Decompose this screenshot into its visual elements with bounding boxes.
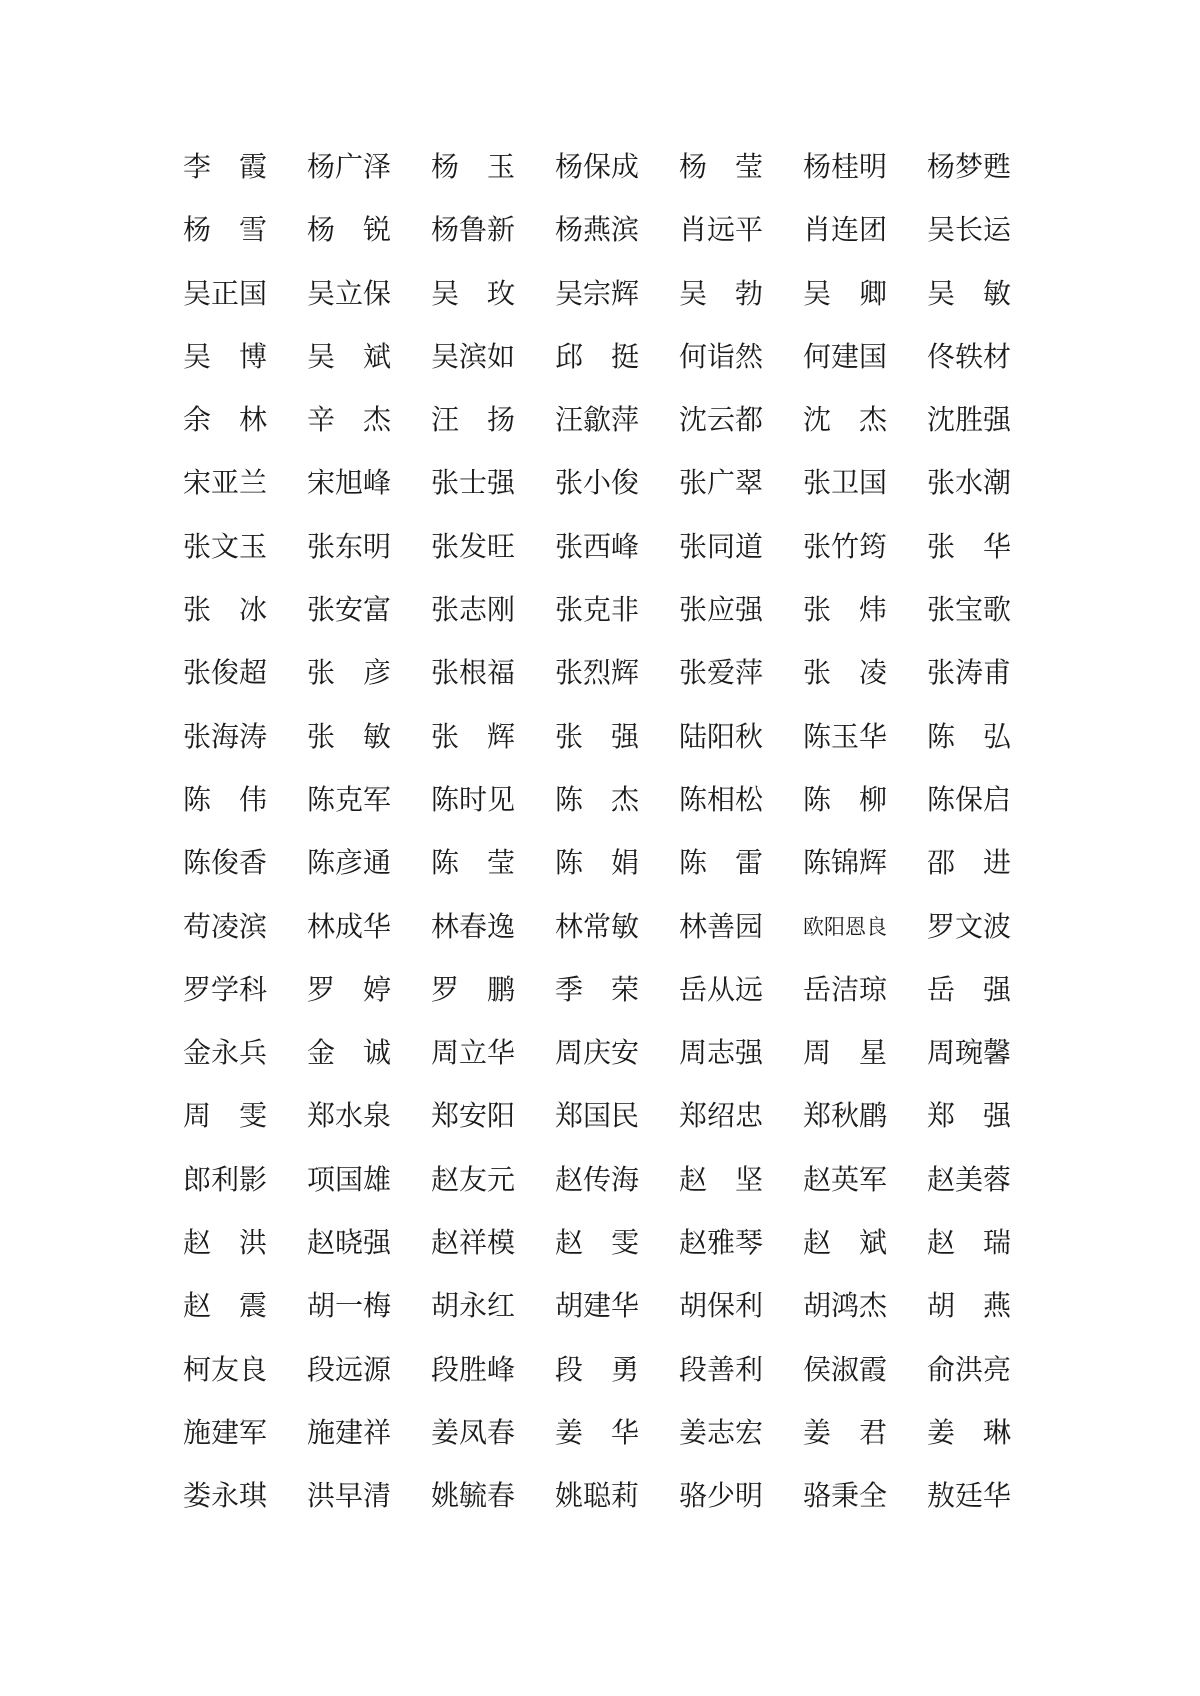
name-entry: 张 凌 <box>803 656 887 690</box>
name-entry: 段胜峰 <box>431 1352 516 1386</box>
name-entry: 赵祥模 <box>431 1226 516 1260</box>
name-entry: 张海涛 <box>183 719 268 753</box>
name-entry: 陈保启 <box>927 782 1012 816</box>
name-entry: 赵 雯 <box>555 1226 639 1260</box>
name-entry: 金永兵 <box>183 1036 268 1070</box>
name-entry: 吴宗辉 <box>555 276 640 310</box>
name-entry: 赵 斌 <box>803 1226 887 1260</box>
name-entry: 陈 娟 <box>555 846 639 880</box>
name-entry: 张 彦 <box>307 656 391 690</box>
name-entry: 赵 坚 <box>679 1162 763 1196</box>
name-entry: 赵 洪 <box>183 1226 267 1260</box>
name-entry: 汪 扬 <box>431 403 515 437</box>
name-entry: 赵英军 <box>803 1162 888 1196</box>
name-entry: 张竹筠 <box>803 529 888 563</box>
name-entry: 张文玉 <box>183 529 268 563</box>
name-entry: 周立华 <box>431 1036 516 1070</box>
name-entry: 陈锦辉 <box>803 846 888 880</box>
name-entry: 岳 强 <box>927 972 1011 1006</box>
name-entry: 金 诚 <box>307 1036 391 1070</box>
name-entry: 沈 杰 <box>803 403 887 437</box>
name-entry: 周 雯 <box>183 1099 267 1133</box>
name-entry: 陈 杰 <box>555 782 639 816</box>
name-entry: 施建军 <box>183 1415 268 1449</box>
name-entry: 杨燕滨 <box>555 213 640 247</box>
name-entry: 张 华 <box>927 529 1011 563</box>
name-entry: 胡 燕 <box>927 1289 1011 1323</box>
name-entry: 杨鲁新 <box>431 213 516 247</box>
name-entry: 杨梦甦 <box>927 150 1012 183</box>
name-entry: 邱 挺 <box>555 339 639 373</box>
name-entry: 肖连团 <box>803 213 888 247</box>
name-entry: 姚毓春 <box>431 1479 516 1513</box>
name-entry: 赵美蓉 <box>927 1162 1012 1196</box>
name-entry: 吴长运 <box>927 213 1012 247</box>
name-entry: 季 荣 <box>555 972 639 1006</box>
name-entry: 吴 博 <box>183 339 267 373</box>
name-entry: 杨 雪 <box>183 213 267 247</box>
name-entry: 张同道 <box>679 529 764 563</box>
name-entry: 周 星 <box>803 1036 887 1070</box>
name-entry: 郑国民 <box>555 1099 640 1133</box>
name-entry: 欧阳恩良 <box>803 914 887 939</box>
name-list <box>183 150 1023 1543</box>
name-entry: 张应强 <box>679 593 764 627</box>
name-entry: 赵传海 <box>555 1162 640 1196</box>
name-entry: 段 勇 <box>555 1352 639 1386</box>
name-entry: 周庆安 <box>555 1036 640 1070</box>
name-entry: 吴 卿 <box>803 276 887 310</box>
name-entry: 张西峰 <box>555 529 640 563</box>
name-entry: 张安富 <box>307 593 392 627</box>
name-entry: 陈彦通 <box>307 846 392 880</box>
name-entry: 陆阳秋 <box>679 719 764 753</box>
name-entry: 陈时见 <box>431 782 516 816</box>
name-entry: 林成华 <box>307 909 392 943</box>
name-entry: 罗 婷 <box>307 972 391 1006</box>
name-entry: 李 霞 <box>183 150 267 183</box>
name-entry: 段远源 <box>307 1352 392 1386</box>
name-entry: 陈 伟 <box>183 782 267 816</box>
name-entry: 吴 斌 <box>307 339 391 373</box>
name-entry: 周琬馨 <box>927 1036 1012 1070</box>
name-entry: 柯友良 <box>183 1352 268 1386</box>
name-entry: 张宝歌 <box>927 593 1012 627</box>
name-entry: 苟凌滨 <box>183 909 268 943</box>
name-entry: 郎利影 <box>183 1162 268 1196</box>
name-entry: 林春逸 <box>431 909 516 943</box>
name-entry: 赵晓强 <box>307 1226 392 1260</box>
name-entry: 姚聪莉 <box>555 1479 640 1513</box>
name-entry: 张小俊 <box>555 466 640 500</box>
name-entry: 赵友元 <box>431 1162 516 1196</box>
name-entry: 何诣然 <box>679 339 764 373</box>
name-entry: 张 炜 <box>803 593 887 627</box>
name-entry: 胡保利 <box>679 1289 764 1323</box>
name-entry: 骆秉全 <box>803 1479 888 1513</box>
name-entry: 郑秋鹛 <box>803 1099 888 1133</box>
name-entry: 杨桂明 <box>803 150 888 183</box>
name-entry: 肖远平 <box>679 213 764 247</box>
name-entry: 吴 敏 <box>927 276 1011 310</box>
name-entry: 郑 强 <box>927 1099 1011 1133</box>
name-entry: 罗文波 <box>927 909 1012 943</box>
name-entry: 吴 勃 <box>679 276 763 310</box>
name-entry: 林常敏 <box>555 909 640 943</box>
name-entry: 郑水泉 <box>307 1099 392 1133</box>
name-entry: 张 强 <box>555 719 639 753</box>
name-entry: 洪早清 <box>307 1479 392 1513</box>
name-entry: 姜 华 <box>555 1415 639 1449</box>
name-entry: 吴 玫 <box>431 276 515 310</box>
name-entry: 张士强 <box>431 466 516 500</box>
name-entry: 佟轶材 <box>927 339 1012 373</box>
name-entry: 张广翠 <box>679 466 764 500</box>
name-entry: 张涛甫 <box>927 656 1012 690</box>
name-entry: 姜志宏 <box>679 1415 764 1449</box>
name-entry: 陈 弘 <box>927 719 1011 753</box>
name-entry: 宋旭峰 <box>307 466 392 500</box>
name-entry: 姜 琳 <box>927 1415 1011 1449</box>
name-entry: 陈相松 <box>679 782 764 816</box>
name-entry: 沈胜强 <box>927 403 1012 437</box>
name-entry: 吴立保 <box>307 276 392 310</box>
name-entry: 宋亚兰 <box>183 466 268 500</box>
name-entry: 侯淑霞 <box>803 1352 888 1386</box>
name-entry: 辛 杰 <box>307 403 391 437</box>
name-entry: 杨广泽 <box>307 150 392 183</box>
name-entry: 胡鸿杰 <box>803 1289 888 1323</box>
name-entry: 俞洪亮 <box>927 1352 1012 1386</box>
name-entry: 邵 进 <box>927 846 1011 880</box>
name-entry: 胡一梅 <box>307 1289 392 1323</box>
name-entry: 张烈辉 <box>555 656 640 690</box>
name-entry: 张东明 <box>307 529 392 563</box>
name-entry: 陈俊香 <box>183 846 268 880</box>
name-entry: 汪歙萍 <box>555 403 640 437</box>
name-entry: 胡永红 <box>431 1289 516 1323</box>
name-entry: 张 敏 <box>307 719 391 753</box>
name-entry: 罗学科 <box>183 972 268 1006</box>
name-entry: 胡建华 <box>555 1289 640 1323</box>
name-entry: 杨 莹 <box>679 150 763 183</box>
name-entry: 沈云都 <box>679 403 764 437</box>
name-entry: 张克非 <box>555 593 640 627</box>
name-entry: 岳洁琼 <box>803 972 888 1006</box>
name-entry: 杨 锐 <box>307 213 391 247</box>
name-entry: 杨 玉 <box>431 150 515 183</box>
name-entry: 娄永琪 <box>183 1479 268 1513</box>
name-entry: 项国雄 <box>307 1162 392 1196</box>
name-entry: 段善利 <box>679 1352 764 1386</box>
name-entry: 余 林 <box>183 403 267 437</box>
name-entry: 赵 瑞 <box>927 1226 1011 1260</box>
name-entry: 周志强 <box>679 1036 764 1070</box>
name-entry: 罗 鹏 <box>431 972 515 1006</box>
name-entry: 陈 柳 <box>803 782 887 816</box>
name-entry: 赵 震 <box>183 1289 267 1323</box>
name-entry: 施建祥 <box>307 1415 392 1449</box>
name-entry: 陈玉华 <box>803 719 888 753</box>
name-entry: 杨保成 <box>555 150 640 183</box>
name-entry: 张 冰 <box>183 593 267 627</box>
name-entry: 林善园 <box>679 909 764 943</box>
name-entry: 张俊超 <box>183 656 268 690</box>
name-entry: 张卫国 <box>803 466 888 500</box>
name-entry: 张发旺 <box>431 529 516 563</box>
name-entry: 张志刚 <box>431 593 516 627</box>
name-entry: 张 辉 <box>431 719 515 753</box>
name-entry: 张根福 <box>431 656 516 690</box>
name-entry: 郑安阳 <box>431 1099 516 1133</box>
name-entry: 张水潮 <box>927 466 1012 500</box>
name-entry: 吴滨如 <box>431 339 516 373</box>
name-entry: 姜 君 <box>803 1415 887 1449</box>
name-entry: 岳从远 <box>679 972 764 1006</box>
name-entry: 张爱萍 <box>679 656 764 690</box>
name-entry: 敖廷华 <box>927 1479 1012 1513</box>
name-entry: 陈 莹 <box>431 846 515 880</box>
name-entry: 何建国 <box>803 339 888 373</box>
name-entry: 吴正国 <box>183 276 268 310</box>
name-entry: 赵雅琴 <box>679 1226 764 1260</box>
name-entry: 骆少明 <box>679 1479 764 1513</box>
name-entry: 陈克军 <box>307 782 392 816</box>
name-entry: 陈 雷 <box>679 846 763 880</box>
name-entry: 郑绍忠 <box>679 1099 764 1133</box>
name-entry: 姜凤春 <box>431 1415 516 1449</box>
